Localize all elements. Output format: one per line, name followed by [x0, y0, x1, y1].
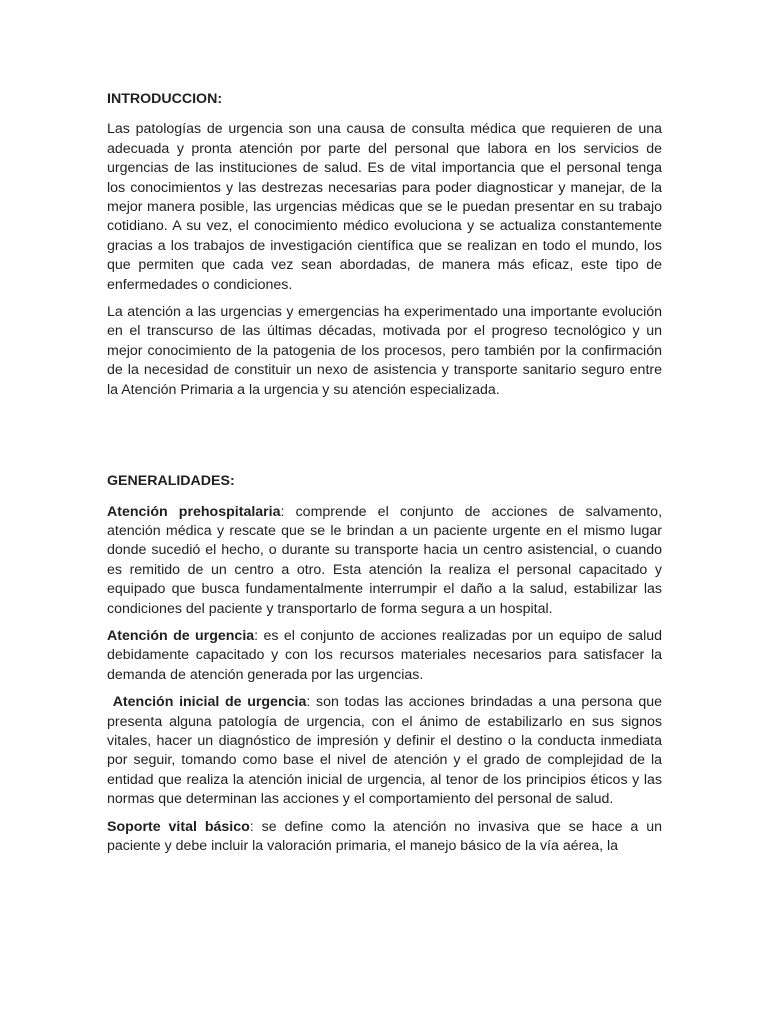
- document-page: [107, 90, 662, 864]
- definition-text: : comprende el conjunto de acciones de salvamento, atención médica y rescate que se le brindan a un paciente urgente en el mismo lugar donde sucedió el hecho, o durante su transporte hacia un centro asistencial, o cuando es remitido de un centro a otro. Esta atención la realiza el personal capacitado y equipado que busca fundamentalmente interrumpir el daño a la salud, estabilizar las condiciones del paciente y transportarlo de forma segura a un hospital.: [107, 503, 663, 617]
- definition-text: : es el conjunto de acciones realizadas por un equipo de salud debidamente capacitado y con los recursos materiales necesarios para satisfacer la demanda de atención generada por las urgencias.: [107, 627, 663, 683]
- definition-paragraph: [107, 627, 662, 685]
- definition-paragraph: [107, 693, 662, 809]
- section-spacer: [107, 408, 662, 472]
- introduccion-paragraph-1: Las patologías de urgencia son una causa de consulta médica que requieren de una adecuada y pronta atención por parte del personal que labora en los servicios de urgencias de las instituciones de salud. Es de vital importancia que el personal tenga los conocimientos y las destrezas necesarias para poder diagnosticar y manejar, de la mejor manera posible, las urgencias médicas que se le puedan presentar en su trabajo cotidiano. A su vez, el conocimiento médico evoluciona y se actualiza constantemente gracias a los trabajos de investigación científica que se realizan en todo el mundo, los que permiten que cada vez sean abordadas, de manera más eficaz, este tipo de enfermedades o condiciones.: [107, 121, 662, 293]
- definition-term: Atención inicial de urgencia: [112, 694, 307, 711]
- definition-paragraph: [107, 818, 662, 857]
- definition-text: : se define como la atención no invasiva que se hace a un paciente y debe incluir la valoración primaria, el manejo básico de la vía aérea, la: [107, 818, 662, 854]
- definition-term: Soporte vital básico: [107, 818, 250, 835]
- generalidades-heading: GENERALIDADES:: [107, 473, 235, 490]
- definition-text: : son todas las acciones brindadas a una persona que presenta alguna patología de urgencia, con el ánimo de estabilizarlo en sus signos vitales, hacer un diagnóstico de impresión y definir el destino o la conducta inmediata por seguir, tomando como base el nivel de atención y el grado de complejidad de la entidad que realiza la atención inicial de urgencia, al tenor de los principios éticos y las normas que determinan las acciones y el comportamiento del personal de salud.: [107, 694, 662, 808]
- definition-paragraph: [107, 503, 662, 619]
- definition-term: Atención prehospitalaria: [107, 503, 281, 520]
- introduccion-heading: INTRODUCCION:: [107, 91, 223, 107]
- definition-term: Atención de urgencia: [107, 627, 255, 644]
- introduccion-paragraph-2: La atención a las urgencias y emergencias ha experimentado una importante evolución en el transcurso de las últimas décadas, motivada por el progreso tecnológico y un mejor conocimiento de la patogenia de los procesos, pero también por la confirmación de la necesidad de constituir un nexo de asistencia y transporte sanitario seguro entre la Atención Primaria a la urgencia y su atención especializada.: [107, 304, 662, 398]
